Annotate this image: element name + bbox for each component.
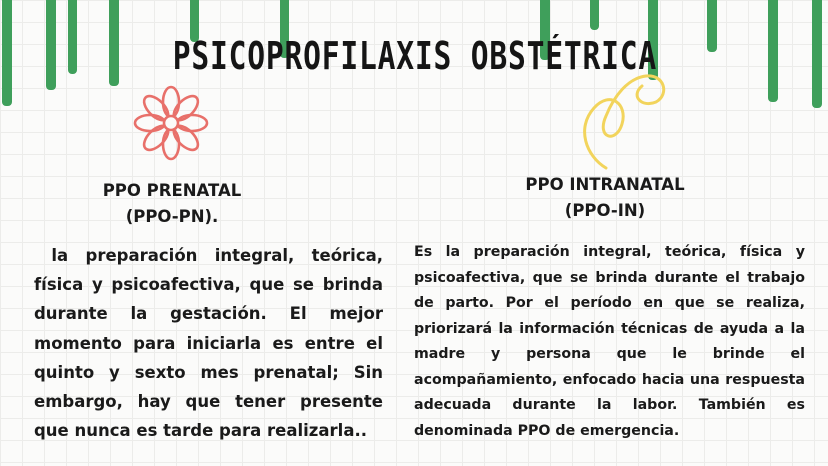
decorative-stripe [68,0,77,74]
intranatal-heading-code: (PPO-IN) [564,201,646,220]
flower-outline-icon [130,82,212,164]
decorative-stripe [590,0,599,30]
intranatal-heading-title: PPO INTRANATAL [525,175,685,194]
prenatal-description: la preparación integral, teórica, física y psicoafectiva, que se brinda durante la gestación. El mejor momento para iniciarla es entre el quinto y sexto mes prenatal; Sin embargo, hay que tener presente que nunca es tarde para realizarla.. [34,246,389,441]
intranatal-heading [480,172,730,224]
decorative-stripe [812,0,822,108]
prenatal-heading [58,178,286,230]
prenatal-heading-title: PPO PRENATAL [102,181,242,200]
loop-scribble-icon [576,68,672,170]
prenatal-heading-code: (PPO-PN). [125,207,219,226]
intranatal-description: Es la preparación integral, teórica, física y psicoafectiva, que se brinda durante el trabajo de parto. Por el período en que se realiza, priorizará la información técnicas de ayuda a la madre y persona que le brinde el acompañamiento, enfocado hacia una respuesta adecuada durante la labor. También es denominada PPO de emergencia. [414,244,805,439]
decorative-stripe [768,0,778,102]
page-title: PSICOPROFILAXIS OBSTÉTRICA [172,34,657,78]
decorative-stripe [2,0,12,106]
decorative-stripe [46,0,56,90]
